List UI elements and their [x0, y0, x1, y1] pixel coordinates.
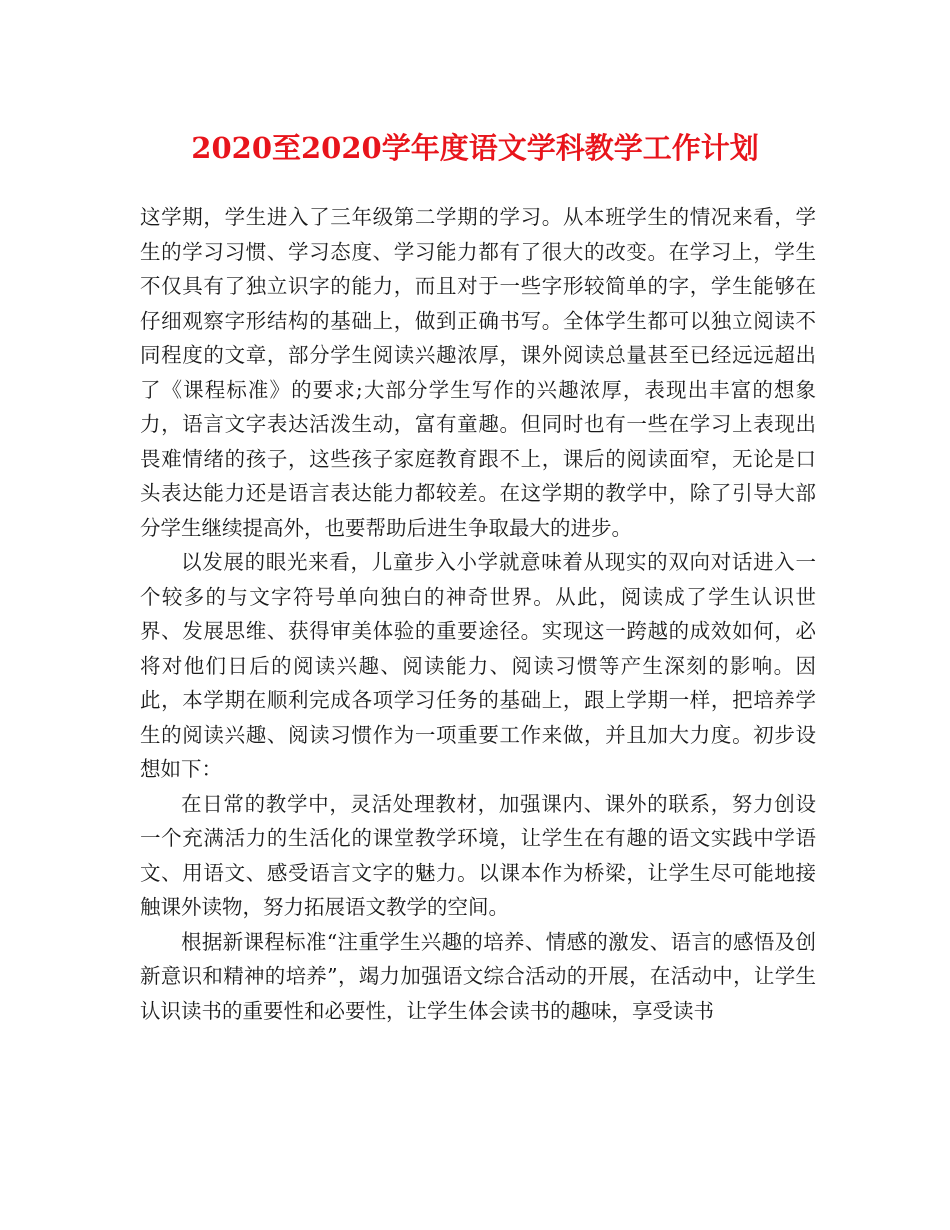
paragraph-3: 在日常的教学中，灵活处理教材，加强课内、课外的联系，努力创设一个充满活力的生活化的课堂教学环境，让学生在有趣的语文实践中学语文、用语文、感受语言文字的魅力。以课本作为桥梁，让学生尽可能地接触课外读物，努力拓展语文教学的空间。: [140, 791, 816, 919]
paragraph-2: 以发展的眼光来看，儿童步入小学就意味着从现实的双向对话进入一个较多的与文字符号单向独白的神奇世界。从此，阅读成了学生认识世界、发展思维、获得审美体验的重要途径。实现这一跨越的成效如何，必将对他们日后的阅读兴趣、阅读能力、阅读习惯等产生深刻的影响。因此，本学期在顺利完成各项学习任务的基础上，跟上学期一样，把培养学生的阅读兴趣、阅读习惯作为一项重要工作来做，并且加大力度。初步设想如下：: [140, 550, 816, 781]
paragraph-4: 根据新课程标准“注重学生兴趣的培养、情感的激发、语言的感悟及创新意识和精神的培养”，竭力加强语文综合活动的开展，在活动中，让学生认识读书的重要性和必要性，让学生体会读书的趣味，享受读书: [140, 929, 816, 1023]
paragraph-1: 这学期，学生进入了三年级第二学期的学习。从本班学生的情况来看，学生的学习习惯、学习态度、学习能力都有了很大的改变。在学习上，学生不仅具有了独立识字的能力，而且对于一些字形较简单的字，学生能够在仔细观察字形结构的基础上，做到正确书写。全体学生都可以独立阅读不同程度的文章，部分学生阅读兴趣浓厚，课外阅读总量甚至已经远远超出了《课程标准》的要求;大部分学生写作的兴趣浓厚，表现出丰富的想象力，语言文字表达活泼生动，富有童趣。但同时也有一些在学习上表现出畏难情绪的孩子，这些孩子家庭教育跟不上，课后的阅读面窄，无论是口头表达能力还是语言表达能力都较差。在这学期的教学中，除了引导大部分学生继续提高外，也要帮助后进生争取最大的进步。: [140, 205, 816, 540]
page-title: 2020至2020学年度语文学科教学工作计划: [191, 131, 759, 165]
document-body: [140, 200, 816, 1028]
